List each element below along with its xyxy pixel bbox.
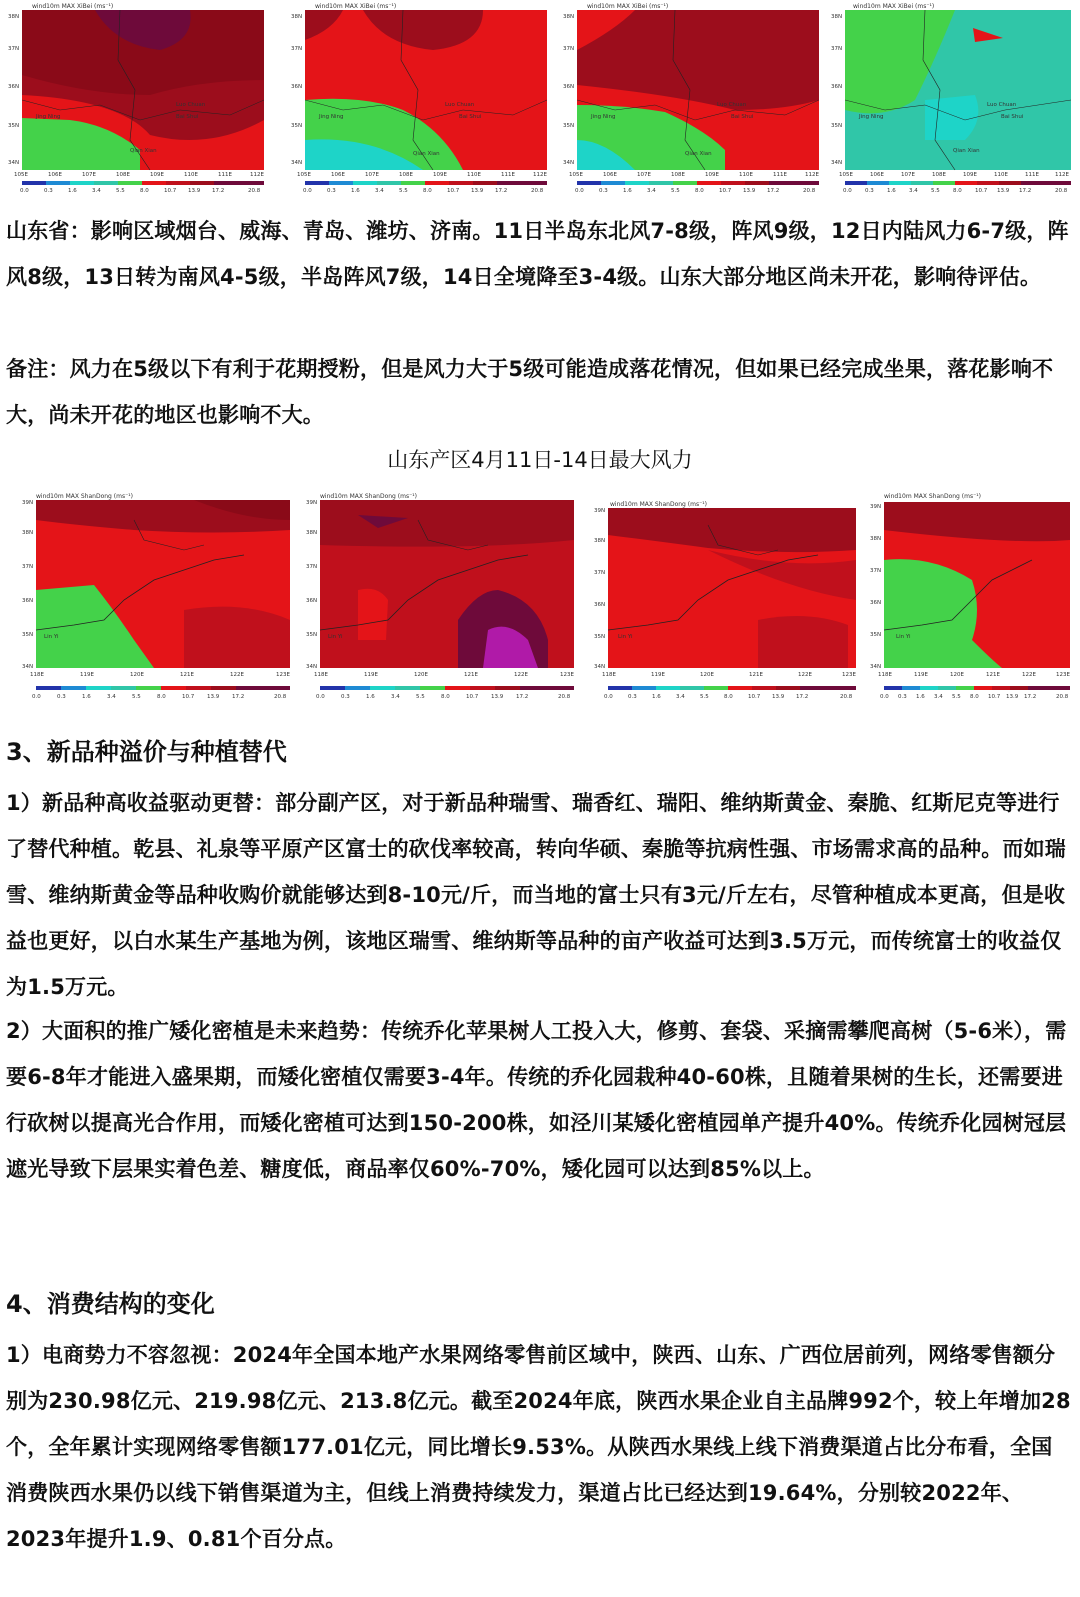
colorbar-tick: 20.8	[1055, 188, 1068, 194]
shandong-paragraph: 山东省：影响区域烟台、威海、青岛、潍坊、济南。11日半岛东北风7-8级，阵风9级，12日内陆风力6-7级，阵风8级，13日转为南风4-5级，半岛阵风7级，14日全境降至3-4级。山东大部分地区尚未开花，影响待评估。	[6, 219, 1069, 289]
lat-tick: 39N	[870, 504, 882, 510]
lon-tick: 106E	[603, 172, 617, 178]
place-label: Lin Yi	[328, 634, 343, 640]
lon-tick: 106E	[48, 172, 62, 178]
colorbar-tick: 0.0	[303, 188, 312, 194]
colorbar-tick: 1.6	[351, 188, 360, 194]
lon-tick: 112E	[1055, 172, 1069, 178]
lon-tick: 109E	[963, 172, 977, 178]
colorbar	[884, 686, 1070, 690]
lon-tick: 122E	[514, 672, 528, 678]
lon-tick: 121E	[180, 672, 194, 678]
colorbar-tick: 0.0	[604, 694, 613, 700]
colorbar-tick: 8.0	[157, 694, 166, 700]
lon-tick: 105E	[14, 172, 28, 178]
map-title: wind10m MAX XiBei (ms⁻¹)	[32, 3, 114, 10]
place-label: Bai Shui	[176, 114, 199, 120]
shandong-map-caption: 山东产区4月11日-14日最大风力	[387, 448, 693, 472]
lat-tick: 35N	[306, 632, 318, 638]
lat-tick: 35N	[291, 123, 303, 129]
lon-tick: 119E	[651, 672, 665, 678]
lon-tick: 111E	[1025, 172, 1039, 178]
lon-tick: 112E	[250, 172, 264, 178]
map-title: wind10m MAX ShanDong (ms⁻¹)	[36, 493, 133, 500]
lon-tick: 120E	[130, 672, 144, 678]
colorbar-tick: 13.9	[1006, 694, 1019, 700]
colorbar-tick: 17.2	[767, 188, 780, 194]
lat-tick: 37N	[594, 570, 606, 576]
lat-tick: 34N	[563, 160, 575, 166]
lat-tick: 37N	[8, 46, 20, 52]
colorbar-tick: 5.5	[399, 188, 408, 194]
lat-tick: 36N	[8, 84, 20, 90]
colorbar-tick: 3.4	[934, 694, 943, 700]
lon-tick: 108E	[116, 172, 130, 178]
lon-tick: 107E	[901, 172, 915, 178]
lon-tick: 105E	[839, 172, 853, 178]
xibei-map-2	[283, 0, 553, 195]
lat-tick: 36N	[306, 598, 318, 604]
lat-tick: 35N	[870, 632, 882, 638]
lon-tick: 120E	[414, 672, 428, 678]
colorbar-tick: 0.3	[898, 694, 907, 700]
colorbar-tick: 0.3	[628, 694, 637, 700]
colorbar-tick: 1.6	[916, 694, 925, 700]
place-label: Lin Yi	[44, 634, 59, 640]
colorbar-tick: 10.7	[975, 188, 988, 194]
lon-tick: 111E	[773, 172, 787, 178]
place-label: Luo Chuan	[987, 102, 1017, 108]
lat-tick: 36N	[594, 602, 606, 608]
lon-tick: 121E	[986, 672, 1000, 678]
map-title: wind10m MAX XiBei (ms⁻¹)	[587, 3, 669, 10]
colorbar-tick: 0.0	[20, 188, 29, 194]
colorbar-tick: 17.2	[516, 694, 529, 700]
map-title: wind10m MAX ShanDong (ms⁻¹)	[610, 501, 707, 508]
colorbar-tick: 20.8	[531, 188, 544, 194]
colorbar-tick: 0.3	[341, 694, 350, 700]
colorbar-tick: 13.9	[471, 188, 484, 194]
place-label: Qian Xian	[413, 151, 440, 157]
shandong-map-1-svg	[14, 490, 296, 702]
shandong-map-4-svg	[862, 490, 1076, 702]
lat-tick: 38N	[831, 14, 843, 20]
section4-paragraph-1: 1）电商势力不容忽视：2024年全国本地产水果网络零售前区域中，陕西、山东、广西位居前列，网络零售额分别为230.98亿元、219.98亿元、213.8亿元。截至2024年底，陕西水果企业自主品牌992个，较上年增加28个，全年累计实现网络零售额177.01亿元，同比增长9.53%。从陕西水果线上线下消费渠道占比分布看，全国消费陕西水果仍以线下销售渠道为主，但线上消费持续发力，渠道占比已经达到19.64%，分别较2022年、2023年提升1.9、0.81个百分点。	[6, 1343, 1071, 1551]
colorbar-tick: 20.8	[840, 694, 853, 700]
colorbar-tick: 3.4	[375, 188, 384, 194]
colorbar-tick: 5.5	[132, 694, 141, 700]
place-label: Luo Chuan	[717, 102, 747, 108]
shandong-map-3	[588, 490, 863, 702]
lat-tick: 34N	[306, 664, 318, 670]
lon-tick: 107E	[637, 172, 651, 178]
place-label: Bai Shui	[731, 114, 754, 120]
colorbar-tick: 10.7	[164, 188, 177, 194]
colorbar-tick: 3.4	[647, 188, 656, 194]
lon-tick: 121E	[749, 672, 763, 678]
colorbar-tick: 1.6	[652, 694, 661, 700]
place-label: Luo Chuan	[445, 102, 475, 108]
lat-tick: 36N	[870, 600, 882, 606]
colorbar-tick: 3.4	[909, 188, 918, 194]
colorbar-tick: 5.5	[416, 694, 425, 700]
colorbar-tick: 0.3	[865, 188, 874, 194]
map-title: wind10m MAX ShanDong (ms⁻¹)	[884, 493, 981, 500]
colorbar-tick: 1.6	[82, 694, 91, 700]
xibei-map-1-svg	[0, 0, 270, 195]
colorbar-tick: 0.3	[599, 188, 608, 194]
lon-tick: 118E	[602, 672, 616, 678]
lon-tick: 107E	[365, 172, 379, 178]
place-label: Jing Ning	[36, 114, 61, 120]
colorbar-tick: 13.9	[997, 188, 1010, 194]
colorbar-tick: 10.7	[988, 694, 1001, 700]
lon-tick: 107E	[82, 172, 96, 178]
xibei-map-1	[0, 0, 270, 195]
place-label: Luo Chuan	[176, 102, 206, 108]
lat-tick: 35N	[8, 123, 20, 129]
lat-tick: 35N	[594, 634, 606, 640]
colorbar-tick: 8.0	[695, 188, 704, 194]
lat-tick: 39N	[594, 508, 606, 514]
lat-tick: 35N	[563, 123, 575, 129]
colorbar-tick: 20.8	[803, 188, 816, 194]
colorbar-tick: 20.8	[274, 694, 287, 700]
lon-tick: 120E	[950, 672, 964, 678]
lon-tick: 108E	[399, 172, 413, 178]
lon-tick: 123E	[842, 672, 856, 678]
colorbar-tick: 8.0	[970, 694, 979, 700]
shandong-map-2-svg	[298, 490, 580, 702]
colorbar-tick: 3.4	[676, 694, 685, 700]
colorbar-tick: 10.7	[182, 694, 195, 700]
lat-tick: 38N	[8, 14, 20, 20]
shandong-map-row	[0, 490, 1080, 702]
lon-tick: 105E	[297, 172, 311, 178]
lat-tick: 34N	[831, 160, 843, 166]
shandong-map-1	[14, 490, 296, 702]
colorbar-tick: 0.0	[316, 694, 325, 700]
lon-tick: 119E	[914, 672, 928, 678]
lon-tick: 112E	[533, 172, 547, 178]
lat-tick: 34N	[291, 160, 303, 166]
lon-tick: 106E	[331, 172, 345, 178]
colorbar-tick: 17.2	[1024, 694, 1037, 700]
place-label: Bai Shui	[1001, 114, 1024, 120]
lon-tick: 123E	[1056, 672, 1070, 678]
colorbar-tick: 20.8	[558, 694, 571, 700]
lat-tick: 38N	[594, 538, 606, 544]
xibei-map-3-svg	[555, 0, 825, 195]
map-title: wind10m MAX XiBei (ms⁻¹)	[853, 3, 935, 10]
map-title: wind10m MAX XiBei (ms⁻¹)	[315, 3, 397, 10]
colorbar-tick: 8.0	[423, 188, 432, 194]
colorbar-tick: 8.0	[441, 694, 450, 700]
colorbar-tick: 3.4	[92, 188, 101, 194]
colorbar-tick: 0.3	[57, 694, 66, 700]
colorbar-tick: 1.6	[623, 188, 632, 194]
colorbar-tick: 3.4	[107, 694, 116, 700]
colorbar-tick: 0.0	[575, 188, 584, 194]
colorbar-tick: 5.5	[116, 188, 125, 194]
lon-tick: 122E	[1022, 672, 1036, 678]
lon-tick: 122E	[230, 672, 244, 678]
colorbar	[608, 686, 856, 690]
colorbar-tick: 13.9	[743, 188, 756, 194]
lon-tick: 111E	[218, 172, 232, 178]
section3-paragraph-2: 2）大面积的推广矮化密植是未来趋势：传统乔化苹果树人工投入大，修剪、套袋、采摘需攀爬高树（5-6米），需要6-8年才能进入盛果期，而矮化密植仅需要3-4年。传统的乔化园栽种40-60株，且随着果树的生长，还需要进行砍树以提高光合作用，而矮化密植可达到150-200株，如泾川某矮化密植园单产提升40%。传统乔化园树冠层遮光导致下层果实着色差、糖度低，商品率仅60%-70%，矮化园可以达到85%以上。	[6, 1019, 1067, 1181]
lat-tick: 34N	[22, 664, 34, 670]
section4-heading: 4、消费结构的变化	[6, 1290, 215, 1318]
colorbar	[36, 686, 290, 690]
shandong-map-3-svg	[588, 490, 863, 702]
place-label: Lin Yi	[896, 634, 911, 640]
lon-tick: 119E	[364, 672, 378, 678]
colorbar-tick: 8.0	[953, 188, 962, 194]
lon-tick: 108E	[671, 172, 685, 178]
place-label: Qian Xian	[953, 148, 980, 154]
colorbar-tick: 10.7	[447, 188, 460, 194]
lat-tick: 37N	[563, 46, 575, 52]
lat-tick: 38N	[291, 14, 303, 20]
colorbar-tick: 17.2	[212, 188, 225, 194]
lat-tick: 37N	[291, 46, 303, 52]
shandong-map-2	[298, 490, 580, 702]
lat-tick: 36N	[831, 84, 843, 90]
lon-tick: 120E	[700, 672, 714, 678]
note-paragraph: 备注：风力在5级以下有利于花期授粉，但是风力大于5级可能造成落花情况，但如果已经完成坐果，落花影响不大，尚未开花的地区也影响不大。	[6, 357, 1054, 427]
colorbar-tick: 5.5	[931, 188, 940, 194]
xibei-map-row	[0, 0, 1080, 195]
section3-paragraph-1: 1）新品种高收益驱动更替：部分副产区，对于新品种瑞雪、瑞香红、瑞阳、维纳斯黄金、秦脆、红斯尼克等进行了替代种植。乾县、礼泉等平原产区富士的砍伐率较高，转向华硕、秦脆等抗病性强、市场需求高的品种。而如瑞雪、维纳斯黄金等品种收购价就能够达到8-10元/斤，而当地的富士只有3元/斤左右，尽管种植成本更高，但是收益也更好，以白水某生产基地为例，该地区瑞雪、维纳斯等品种的亩产收益可达到3.5万元，而传统富士的收益仅为1.5万元。	[6, 791, 1066, 999]
xibei-map-4-svg	[825, 0, 1075, 195]
colorbar-tick: 17.2	[495, 188, 508, 194]
colorbar-tick: 0.3	[44, 188, 53, 194]
lat-tick: 37N	[306, 564, 318, 570]
lon-tick: 110E	[467, 172, 481, 178]
lon-tick: 108E	[932, 172, 946, 178]
lon-tick: 122E	[798, 672, 812, 678]
lon-tick: 111E	[501, 172, 515, 178]
place-label: Qian Xian	[130, 148, 157, 154]
place-label: Jing Ning	[591, 114, 616, 120]
colorbar-tick: 10.7	[719, 188, 732, 194]
lon-tick: 123E	[560, 672, 574, 678]
lon-tick: 118E	[878, 672, 892, 678]
lat-tick: 35N	[831, 123, 843, 129]
lat-tick: 39N	[306, 500, 318, 506]
place-label: Lin Yi	[618, 634, 633, 640]
lat-tick: 38N	[306, 530, 318, 536]
lon-tick: 110E	[994, 172, 1008, 178]
lat-tick: 34N	[870, 664, 882, 670]
lat-tick: 36N	[291, 84, 303, 90]
colorbar-tick: 5.5	[671, 188, 680, 194]
lat-tick: 37N	[22, 564, 34, 570]
colorbar-tick: 20.8	[248, 188, 261, 194]
lat-tick: 37N	[870, 568, 882, 574]
shandong-map-4	[862, 490, 1076, 702]
lat-tick: 36N	[22, 598, 34, 604]
lon-tick: 119E	[80, 672, 94, 678]
colorbar-tick: 13.9	[772, 694, 785, 700]
xibei-map-4	[825, 0, 1075, 195]
xibei-map-3	[555, 0, 825, 195]
lon-tick: 118E	[314, 672, 328, 678]
colorbar-tick: 10.7	[748, 694, 761, 700]
colorbar-tick: 13.9	[491, 694, 504, 700]
colorbar-tick: 1.6	[68, 188, 77, 194]
lon-tick: 106E	[870, 172, 884, 178]
colorbar	[22, 181, 264, 185]
lon-tick: 112E	[805, 172, 819, 178]
place-label: Jing Ning	[319, 114, 344, 120]
colorbar-tick: 1.6	[366, 694, 375, 700]
colorbar-tick: 13.9	[188, 188, 201, 194]
lon-tick: 110E	[739, 172, 753, 178]
colorbar-tick: 5.5	[700, 694, 709, 700]
colorbar	[305, 181, 547, 185]
lat-tick: 35N	[22, 632, 34, 638]
lat-tick: 38N	[563, 14, 575, 20]
lat-tick: 34N	[594, 664, 606, 670]
colorbar-tick: 8.0	[140, 188, 149, 194]
colorbar-tick: 13.9	[207, 694, 220, 700]
place-label: Jing Ning	[859, 114, 884, 120]
colorbar-tick: 17.2	[796, 694, 809, 700]
colorbar-tick: 17.2	[232, 694, 245, 700]
colorbar	[320, 686, 574, 690]
lat-tick: 38N	[22, 530, 34, 536]
colorbar-tick: 0.0	[843, 188, 852, 194]
colorbar-tick: 1.6	[887, 188, 896, 194]
lon-tick: 105E	[569, 172, 583, 178]
colorbar	[577, 181, 819, 185]
lon-tick: 123E	[276, 672, 290, 678]
colorbar-tick: 20.8	[1056, 694, 1069, 700]
colorbar-tick: 17.2	[1019, 188, 1032, 194]
lat-tick: 34N	[8, 160, 20, 166]
lat-tick: 36N	[563, 84, 575, 90]
lon-tick: 121E	[464, 672, 478, 678]
map-title: wind10m MAX ShanDong (ms⁻¹)	[320, 493, 417, 500]
section3-heading: 3、新品种溢价与种植替代	[6, 738, 287, 766]
colorbar-tick: 0.0	[32, 694, 41, 700]
lon-tick: 109E	[705, 172, 719, 178]
colorbar-tick: 3.4	[391, 694, 400, 700]
lon-tick: 109E	[150, 172, 164, 178]
colorbar-tick: 0.0	[880, 694, 889, 700]
colorbar-tick: 10.7	[466, 694, 479, 700]
lat-tick: 37N	[831, 46, 843, 52]
lat-tick: 39N	[22, 500, 34, 506]
place-label: Bai Shui	[459, 114, 482, 120]
xibei-map-2-svg	[283, 0, 553, 195]
lat-tick: 38N	[870, 536, 882, 542]
colorbar-tick: 5.5	[952, 694, 961, 700]
lon-tick: 110E	[184, 172, 198, 178]
lon-tick: 118E	[30, 672, 44, 678]
colorbar	[845, 181, 1071, 185]
colorbar-tick: 8.0	[724, 694, 733, 700]
place-label: Qian Xian	[685, 151, 712, 157]
lon-tick: 109E	[433, 172, 447, 178]
colorbar-tick: 0.3	[327, 188, 336, 194]
